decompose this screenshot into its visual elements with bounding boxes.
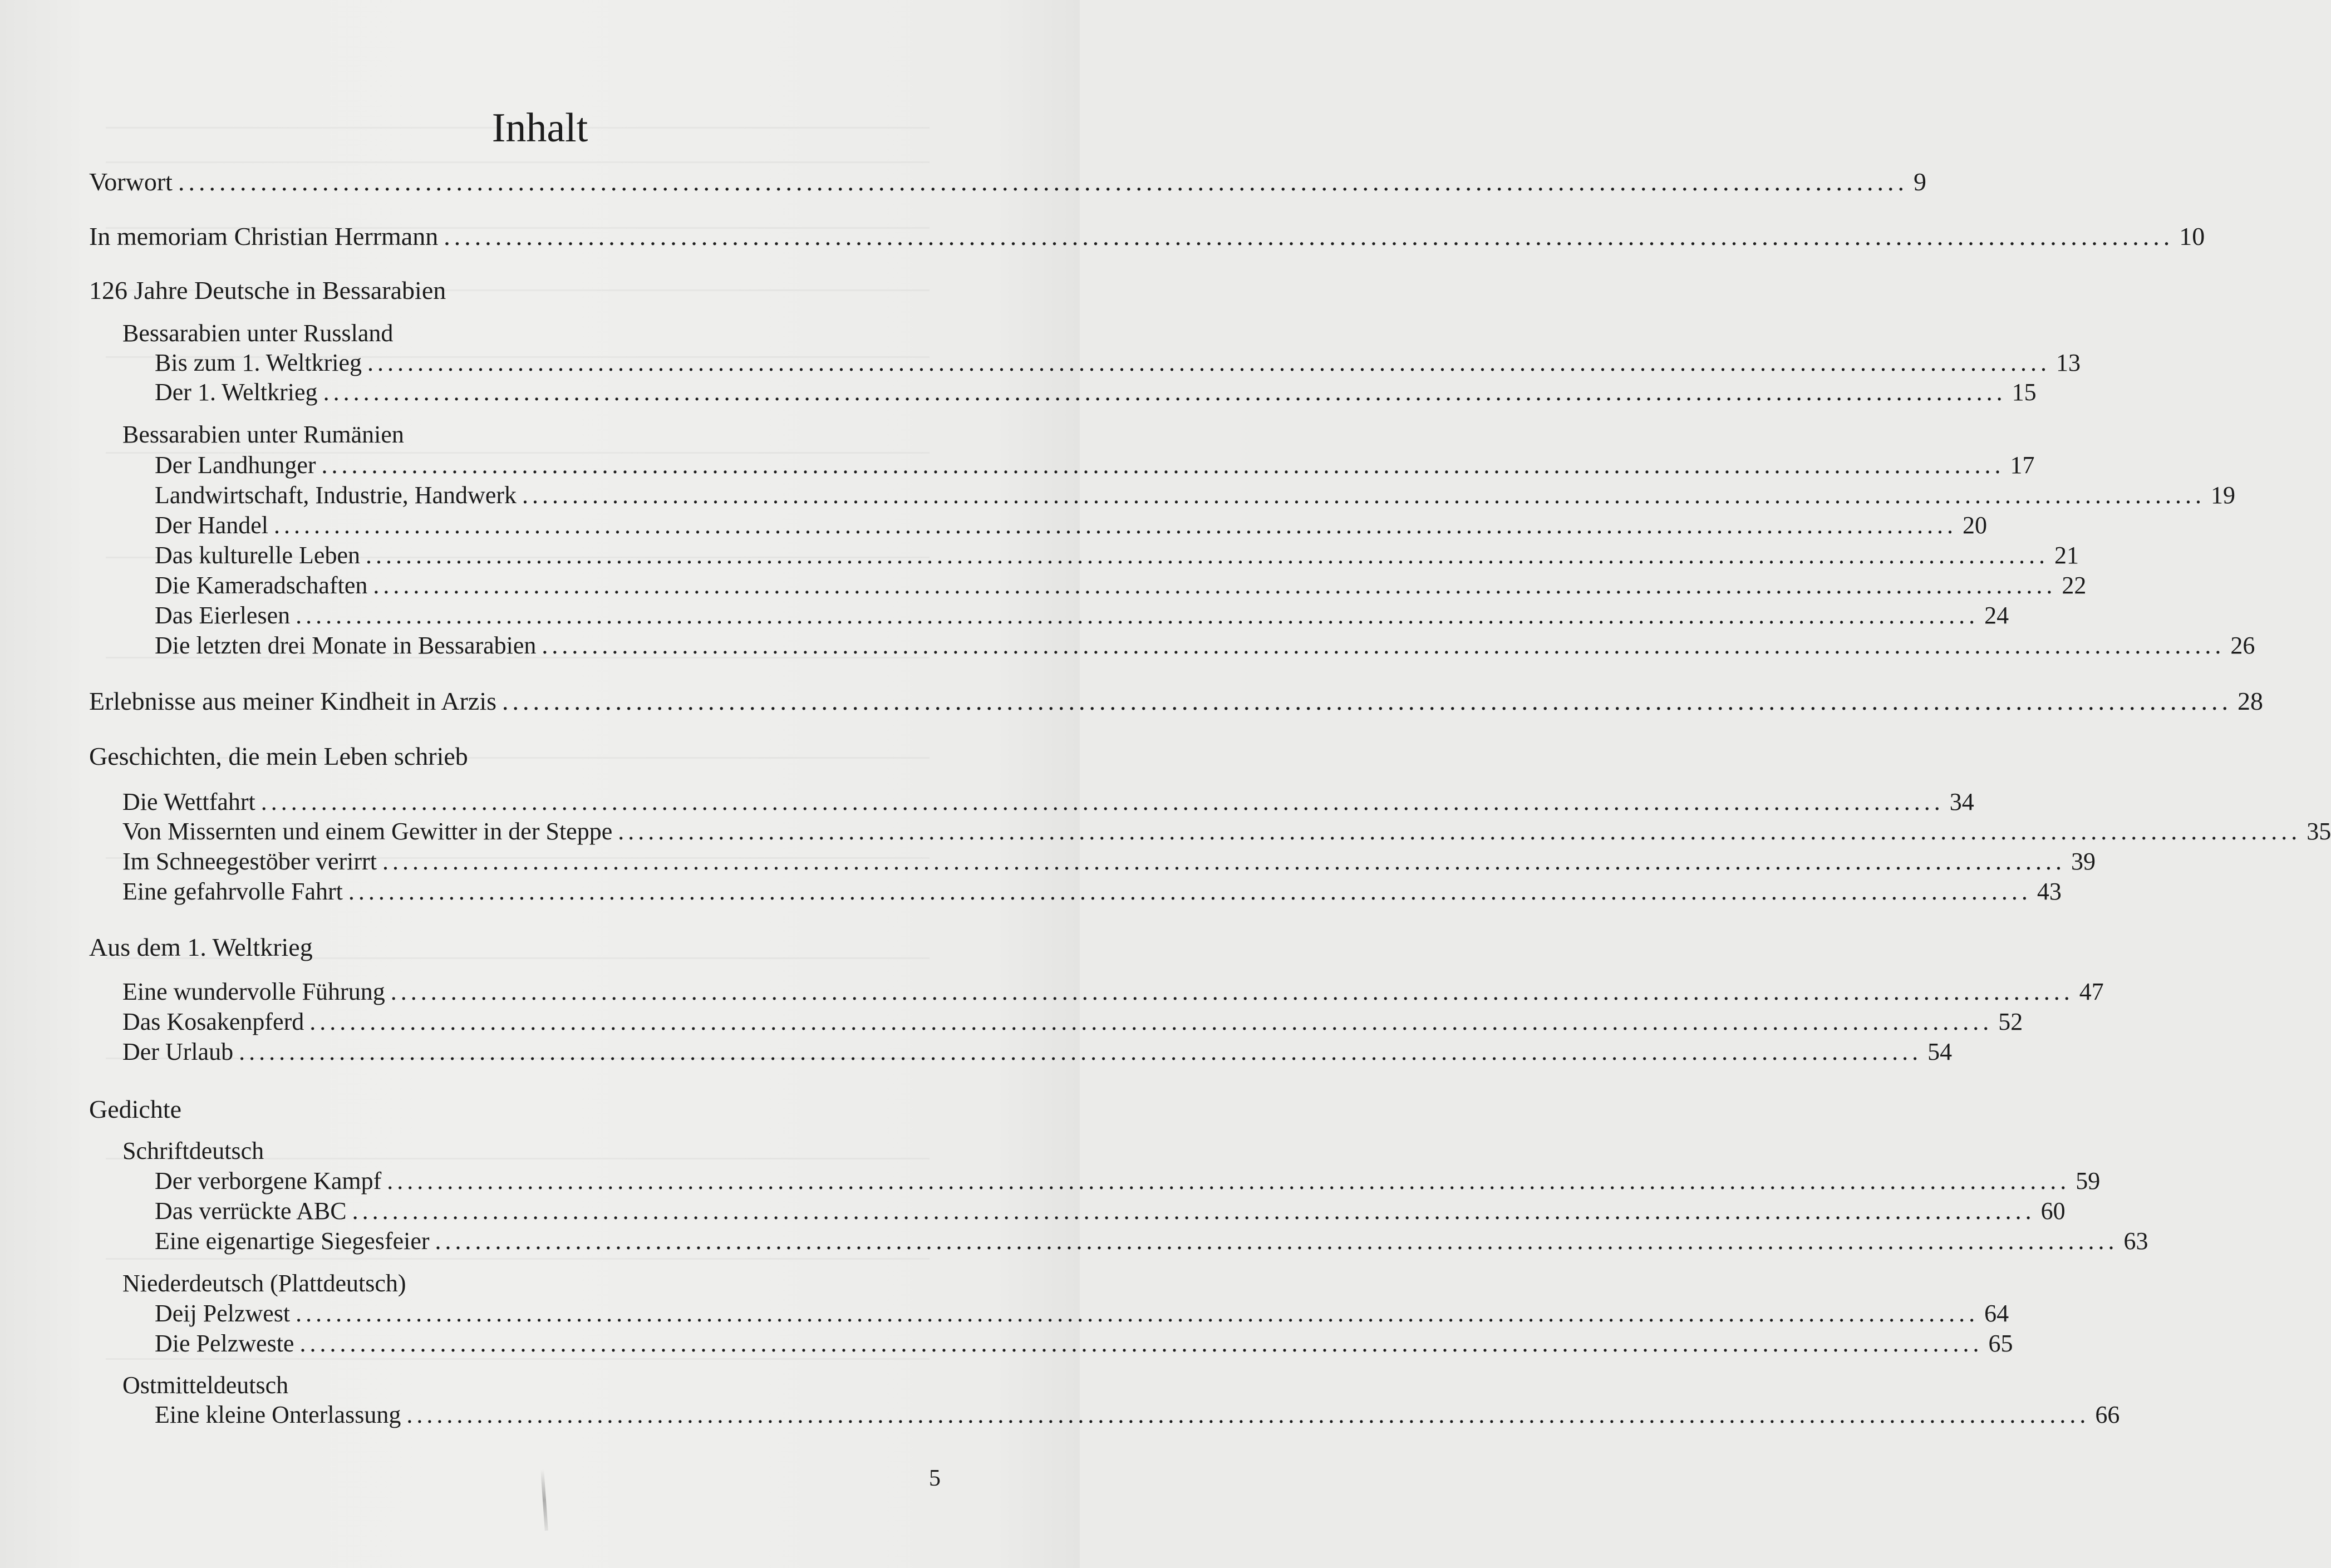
toc-section-heading: Aus dem 1. Weltkrieg (89, 933, 313, 961)
toc-entry-label: Das kulturelle Leben (155, 542, 360, 569)
leader-dots: ........................................................................................................................................................................ (352, 1197, 2035, 1225)
toc-entry (155, 601, 2009, 630)
leader-dots: ........................................................................................................................................................................ (373, 572, 2057, 599)
toc-entry-label: Die Pelzweste (155, 1330, 294, 1357)
leader-dots: ........................................................................................................................................................................ (323, 379, 2007, 406)
toc-entry (155, 511, 1988, 539)
toc-entry-label: Bis zum 1. Weltkrieg (155, 349, 362, 376)
toc-subsection-heading: Schriftdeutsch (122, 1137, 264, 1164)
leader-dots: ........................................................................................................................................................................ (365, 542, 2049, 569)
toc-entry-page: 47 (2079, 978, 2104, 1005)
leader-dots: ........................................................................................................................................................................ (502, 687, 2232, 715)
toc-entry-label: Eine kleine Onterlassung (155, 1401, 401, 1428)
leader-dots: ........................................................................................................................................................................ (542, 632, 2225, 659)
toc-entry (122, 877, 2062, 906)
leader-dots: ........................................................................................................................................................................ (260, 788, 1944, 815)
toc-entry-page: 43 (2037, 878, 2062, 905)
show-through-line (106, 1258, 930, 1260)
toc-entry-page: 64 (1984, 1300, 2009, 1327)
toc-entry (122, 1007, 2023, 1036)
toc-entry-label: Die Kameradschaften (155, 572, 368, 599)
toc-entry (89, 222, 2205, 251)
toc-entry-page: 52 (1998, 1008, 2023, 1035)
toc-entry (122, 1038, 1953, 1066)
toc-entry (89, 167, 1926, 196)
leader-dots: ........................................................................................................................................................................ (367, 349, 2051, 376)
toc-section-heading: Geschichten, die mein Leben schrieb (89, 742, 468, 770)
show-through-line (106, 161, 930, 163)
leader-dots: ........................................................................................................................................................................ (435, 1227, 2118, 1255)
toc-entry-page: 13 (2056, 349, 2081, 376)
toc-section-heading: Gedichte (89, 1095, 182, 1123)
toc-entry-label: Landwirtschaft, Industrie, Handwerk (155, 481, 517, 509)
toc-entry-label: Der 1. Weltkrieg (155, 379, 318, 406)
toc-entry-page: 20 (1963, 512, 1988, 539)
toc-entry-label: Die letzten drei Monate in Bessarabien (155, 632, 537, 659)
toc-entry-page: 10 (2179, 222, 2205, 250)
toc-entry-page: 66 (2095, 1401, 2120, 1428)
toc-entry-page: 63 (2123, 1227, 2148, 1255)
toc-entry-label: Das Kosakenpferd (122, 1008, 304, 1035)
toc-entry-page: 15 (2012, 379, 2037, 406)
toc-entry (155, 571, 2087, 599)
toc-entry-label: Deij Pelzwest (155, 1300, 291, 1327)
toc-section-heading: 126 Jahre Deutsche in Bessarabien (89, 276, 446, 304)
toc-entry (155, 481, 2236, 509)
toc-entry (155, 1299, 2009, 1328)
page-number: 5 (929, 1466, 941, 1491)
toc-entry (155, 1400, 2120, 1429)
toc-subsection-heading: Bessarabien unter Rumänien (122, 421, 404, 448)
toc-entry-label: Das Eierlesen (155, 602, 291, 629)
toc-entry-page: 21 (2054, 542, 2079, 569)
toc-entry-page: 39 (2071, 848, 2096, 875)
toc-entry-page: 65 (1988, 1330, 2013, 1357)
toc-entry (155, 541, 2079, 569)
toc-entry-label: Vorwort (89, 168, 173, 196)
leader-dots: ........................................................................................................................................................................ (239, 1038, 1922, 1065)
toc-entry-page: 59 (2076, 1167, 2101, 1195)
toc-entry-page: 17 (2010, 451, 2035, 479)
toc-entry-label: Der Landhunger (155, 451, 316, 479)
leader-dots: ........................................................................................................................................................................ (444, 222, 2174, 250)
show-through-line (106, 1358, 930, 1360)
toc-entry-page: 28 (2237, 687, 2264, 715)
toc-entry-label: Eine gefahrvolle Fahrt (122, 878, 343, 905)
toc-entry-page: 60 (2040, 1197, 2066, 1225)
toc-entry (155, 631, 2255, 660)
toc-entry-label: Eine eigenartige Siegesfeier (155, 1227, 430, 1255)
toc-entry (155, 1197, 2066, 1225)
paper-scuff-mark (540, 1469, 548, 1531)
leader-dots: ........................................................................................................................................................................ (321, 451, 2005, 479)
toc-entry-label: Im Schneegestöber verirrt (122, 848, 377, 875)
toc-entry-page: 54 (1927, 1038, 1953, 1065)
toc-entry (155, 378, 2037, 406)
leader-dots: ........................................................................................................................................................................ (296, 1300, 1979, 1327)
toc-entry (89, 686, 2264, 716)
toc-entry-page: 19 (2211, 481, 2236, 509)
leader-dots: ........................................................................................................................................................................ (178, 168, 1908, 196)
toc-entry (122, 788, 1974, 816)
toc-entry-label: Von Missernten und einem Gewitter in der Steppe (122, 818, 613, 845)
leader-dots: ........................................................................................................................................................................ (309, 1008, 1993, 1035)
toc-entry (155, 1167, 2101, 1195)
toc-entry-label: Erlebnisse aus meiner Kindheit in Arzis (89, 687, 497, 715)
toc-entry-label: Das verrückte ABC (155, 1197, 347, 1225)
toc-entry-page: 26 (2230, 632, 2255, 659)
toc-entry-label: Der verborgene Kampf (155, 1167, 382, 1195)
toc-entry-label: Die Wettfahrt (122, 788, 255, 815)
toc-entry-label: Der Handel (155, 512, 269, 539)
toc-entry-page: 35 (2307, 818, 2331, 845)
leader-dots: ........................................................................................................................................................................ (618, 818, 2302, 845)
toc-entry (155, 348, 2081, 377)
leader-dots: ........................................................................................................................................................................ (299, 1330, 1983, 1357)
toc-entry (122, 817, 2331, 846)
toc-entry (155, 1227, 2148, 1255)
leader-dots: ........................................................................................................................................................................ (296, 602, 1979, 629)
toc-entry-label: In memoriam Christian Herrmann (89, 222, 439, 250)
leader-dots: ........................................................................................................................................................................ (348, 878, 2032, 905)
leader-dots: ........................................................................................................................................................................ (274, 512, 1958, 539)
toc-subsection-heading: Ostmitteldeutsch (122, 1372, 289, 1399)
toc-subsection-heading: Bessarabien unter Russland (122, 320, 394, 347)
leader-dots: ........................................................................................................................................................................ (382, 848, 2066, 875)
toc-entry-label: Eine wundervolle Führung (122, 978, 385, 1005)
toc-entry-page: 34 (1949, 788, 1974, 815)
toc-entry-label: Der Urlaub (122, 1038, 234, 1065)
leader-dots: ........................................................................................................................................................................ (522, 481, 2206, 509)
page-title: Inhalt (491, 105, 588, 151)
toc-entry-page: 22 (2062, 572, 2087, 599)
toc-subsection-heading: Niederdeutsch (Plattdeutsch) (122, 1270, 406, 1297)
toc-entry-page: 24 (1984, 602, 2009, 629)
leader-dots: ........................................................................................................................................................................ (387, 1167, 2071, 1195)
toc-entry (122, 847, 2096, 876)
toc-entry-page: 9 (1913, 168, 1926, 196)
toc-entry (122, 977, 2104, 1006)
toc-entry (155, 451, 2035, 479)
toc-entry (155, 1329, 2013, 1358)
leader-dots: ........................................................................................................................................................................ (406, 1401, 2090, 1428)
leader-dots: ........................................................................................................................................................................ (390, 978, 2074, 1005)
